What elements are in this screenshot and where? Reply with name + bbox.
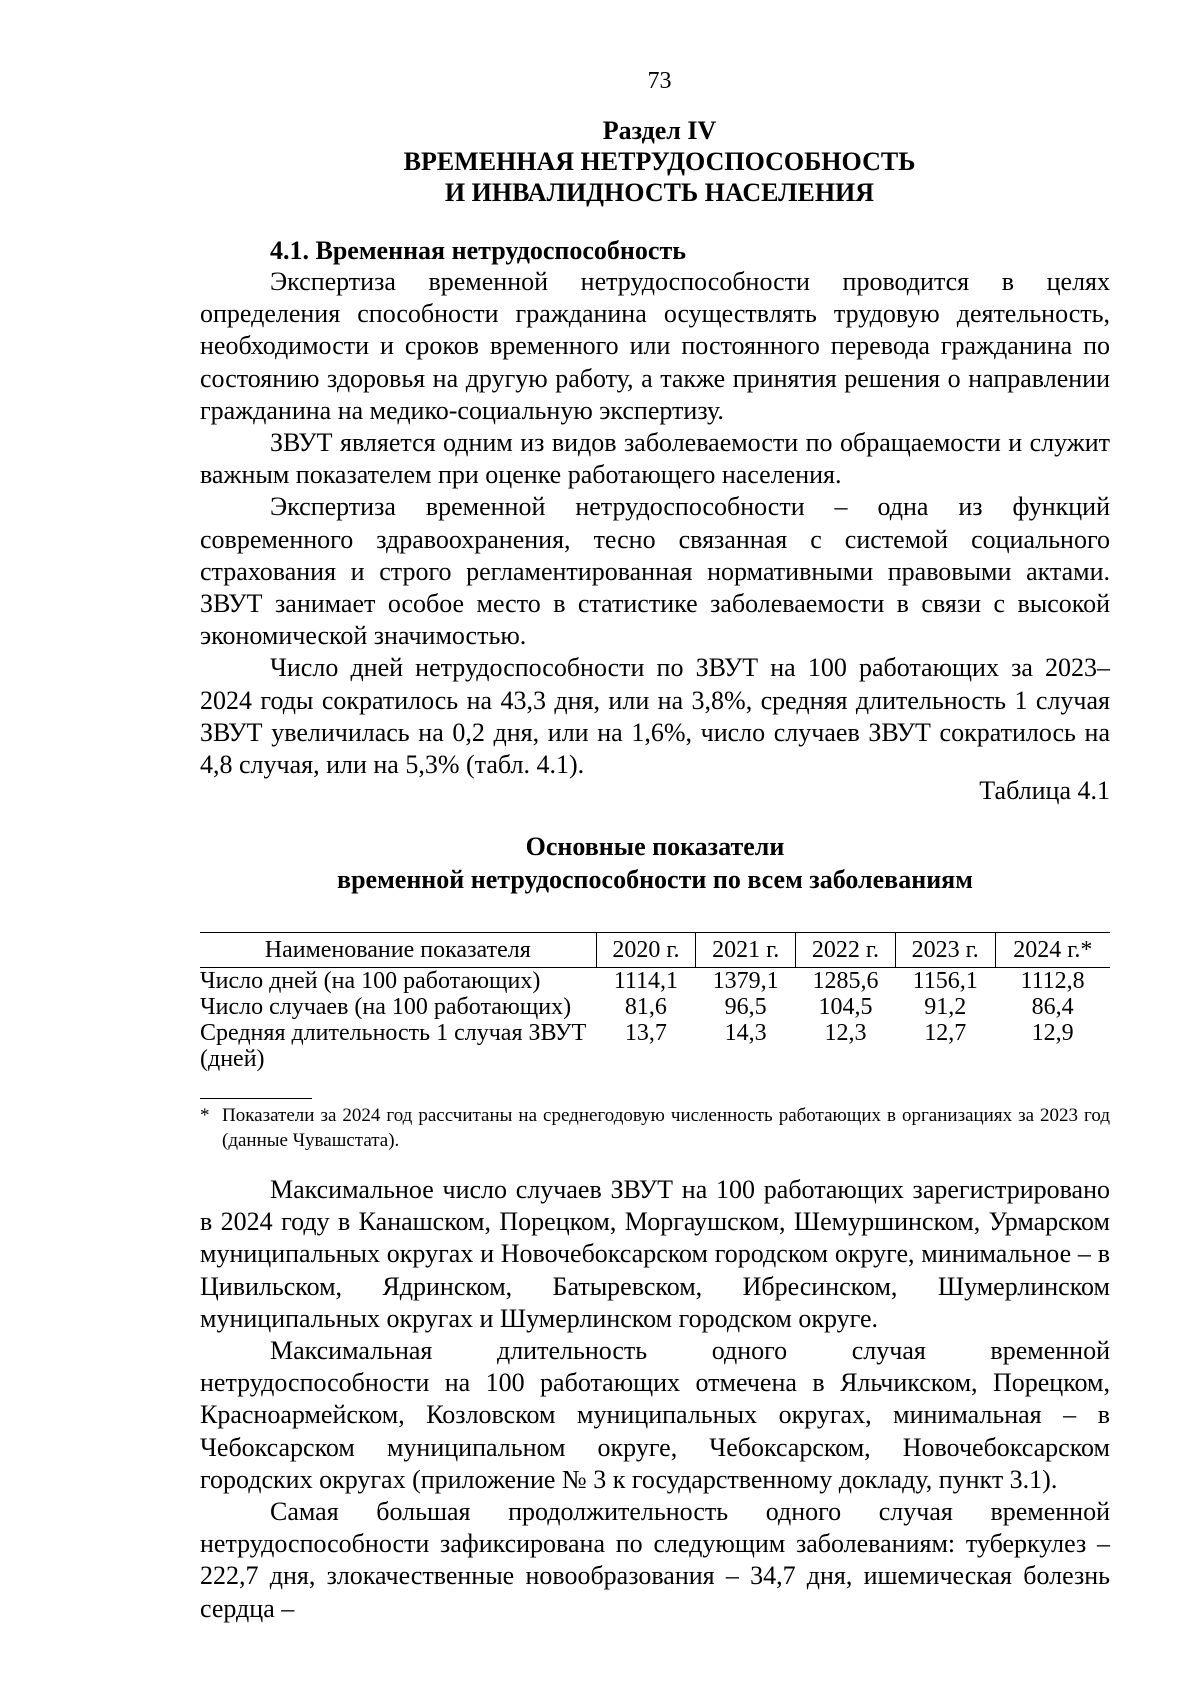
table-cell: 1379,1 [712,968,779,994]
table-cell: 12,3 [824,1020,867,1046]
column-header: 2020 г. [596,933,696,968]
paragraph: Самая большая продолжительность одного случая временной нетрудоспособности зафиксирована по следующим заболеваниям: туберкулез – 222,7 дня, злокачественные новообразования – 34,7 дня, ишемическая болезнь сердца – [200,1497,1110,1623]
analysis-text [200,1174,1110,1625]
table-label: Таблица 4.1 [979,776,1110,805]
table-row [200,1020,1110,1072]
indicators-table [200,932,1110,1072]
table-cell: 86,4 [1031,994,1074,1020]
section-heading [0,115,1200,208]
paragraph: Экспертиза временной нетрудоспособности – одна из функций современного здравоохранения, тесно связанная с системой социального страхования и строго регламентированная нормативными правовыми актами. ЗВУТ занимает особое место в статистике заболеваемости в связи с высокой экономической значимостью. [200,492,1110,651]
intro-text [200,266,1110,781]
table-cell: 1285,6 [812,968,879,994]
footnote-text: Показатели за 2024 год рассчитаны на среднегодовую численность работающих в организациях за 2023 год (данные Чувашстата). [222,1105,1110,1151]
row-label: Средняя длительность 1 случая ЗВУТ (дней) [200,1020,587,1072]
column-header: 2024 г.* [995,933,1110,968]
table-cell: 81,6 [624,994,667,1020]
paragraph: Максимальная длительность одного случая временной нетрудоспособности на 100 работающих отмечена в Яльчикском, Порецком, Красноармейском, Козловском муниципальных округах, минимальная – в Чебоксарском муниципальном округе, Чебоксарском, Новочебоксарском городских округах (приложение № 3 к государственному докладу, пункт 3.1). [200,1336,1110,1494]
table-cell: 1114,1 [613,968,678,994]
table-cell: 1112,8 [1020,968,1085,994]
table-cell: 91,2 [924,994,967,1020]
table-cell: 1156,1 [912,968,978,994]
page-number: 73 [647,68,672,94]
section-label: Раздел IV [602,116,717,145]
column-header: 2022 г. [796,933,896,968]
table-cell: 96,5 [724,994,767,1020]
table-cell: 104,5 [818,994,873,1020]
table-title [200,830,1110,896]
table-row [200,968,1110,995]
paragraph: Число дней нетрудоспособности по ЗВУТ на 100 работающих за 2023–2024 годы сократилось на 43,3 дня, или на 3,8%, средняя длительность 1 случая ЗВУТ увеличилась на 0,2 дня, или на 1,6%, число случаев ЗВУТ сократилось на 4,8 случая, или на 5,3% (табл. 4.1). [200,653,1110,780]
table-row [200,994,1110,1020]
table-cell: 13,7 [624,1020,667,1046]
table-title-line-1: Основные показатели [525,832,785,861]
table-footnote [200,1103,1110,1153]
paragraph: ЗВУТ является одним из видов заболеваемости по обращаемости и служит важным показателем при оценке работающего населения. [200,428,1110,490]
row-label: Число случаев (на 100 работающих) [200,994,572,1020]
table-cell: 12,9 [1031,1020,1074,1046]
table-cell: 12,7 [924,1020,967,1046]
paragraph: Максимальное число случаев ЗВУТ на 100 работающих зарегистрировано в 2024 году в Канашском, Порецком, Моргаушском, Шемуршинском, Урмарском муниципальных округах и Новочебоксарском городском округе, минимальное – в Цивильском, Ядринском, Батыревском, Ибресинском, Шумерлинском муниципальных округах и Шумерлинском городском округе. [200,1175,1110,1333]
column-header: Наименование показателя [200,933,596,968]
footnote-divider [200,1098,312,1099]
table-title-line-2: временной нетрудоспособности по всем заболеваниям [337,865,973,894]
row-label: Число дней (на 100 работающих) [200,968,541,994]
column-header: 2023 г. [895,933,995,968]
section-title-line-2: И ИНВАЛИДНОСТЬ НАСЕЛЕНИЯ [444,178,875,207]
table-cell: 14,3 [724,1020,767,1046]
footnote-mark: * [200,1105,210,1126]
column-header: 2021 г. [696,933,796,968]
table-header-row [200,933,1110,968]
section-title-line-1: ВРЕМЕННАЯ НЕТРУДОСПОСОБНОСТЬ [403,147,916,176]
subsection-heading: 4.1. Временная нетрудоспособность [270,236,686,265]
paragraph: Экспертиза временной нетрудоспособности проводится в целях определения способности гражданина осуществлять трудовую деятельность, необходимости и сроков временного или постоянного перевода гражданина по состоянию здоровья на другую работу, а также принятия решения о направлении гражданина на медико-социальную экспертизу. [200,267,1110,425]
